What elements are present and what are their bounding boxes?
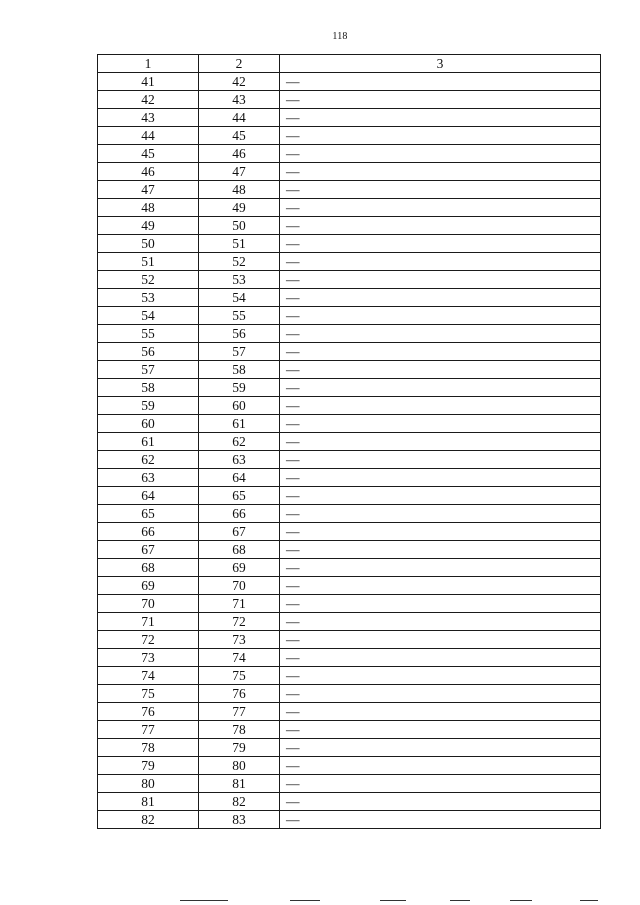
cell-col-2: 47 bbox=[199, 163, 280, 181]
cell-col-3: — bbox=[280, 127, 601, 145]
table-row bbox=[98, 181, 601, 199]
cell-col-2: 72 bbox=[199, 613, 280, 631]
cell-col-3: — bbox=[280, 253, 601, 271]
table-row bbox=[98, 397, 601, 415]
cell-col-3: — bbox=[280, 271, 601, 289]
cell-col-2: 68 bbox=[199, 541, 280, 559]
cell-col-3: — bbox=[280, 685, 601, 703]
cell-col-1: 42 bbox=[98, 91, 199, 109]
cell-col-1: 56 bbox=[98, 343, 199, 361]
cell-col-1: 54 bbox=[98, 307, 199, 325]
cell-col-1: 66 bbox=[98, 523, 199, 541]
cell-col-1: 63 bbox=[98, 469, 199, 487]
table-row bbox=[98, 289, 601, 307]
cell-col-1: 45 bbox=[98, 145, 199, 163]
cell-col-3: — bbox=[280, 109, 601, 127]
cell-col-1: 43 bbox=[98, 109, 199, 127]
table-row bbox=[98, 91, 601, 109]
cell-col-2: 82 bbox=[199, 793, 280, 811]
cell-col-3: — bbox=[280, 811, 601, 829]
table-row bbox=[98, 541, 601, 559]
cell-col-3: — bbox=[280, 505, 601, 523]
cell-col-3: — bbox=[280, 649, 601, 667]
cell-col-3: — bbox=[280, 667, 601, 685]
header-row bbox=[98, 55, 601, 73]
cell-col-3: — bbox=[280, 631, 601, 649]
cell-col-1: 47 bbox=[98, 181, 199, 199]
cell-col-3: — bbox=[280, 469, 601, 487]
cell-col-1: 55 bbox=[98, 325, 199, 343]
cell-col-1: 72 bbox=[98, 631, 199, 649]
cell-col-3: — bbox=[280, 379, 601, 397]
cell-col-3: — bbox=[280, 721, 601, 739]
table-row bbox=[98, 595, 601, 613]
table-row bbox=[98, 667, 601, 685]
data-table bbox=[97, 54, 601, 829]
table-row bbox=[98, 109, 601, 127]
table-body bbox=[98, 73, 601, 829]
table-row bbox=[98, 685, 601, 703]
cell-col-2: 60 bbox=[199, 397, 280, 415]
table-row bbox=[98, 451, 601, 469]
cell-col-3: — bbox=[280, 217, 601, 235]
cell-col-1: 80 bbox=[98, 775, 199, 793]
cell-col-3: — bbox=[280, 559, 601, 577]
cell-col-2: 55 bbox=[199, 307, 280, 325]
table-row bbox=[98, 631, 601, 649]
cell-col-1: 60 bbox=[98, 415, 199, 433]
cell-col-2: 45 bbox=[199, 127, 280, 145]
cell-col-2: 59 bbox=[199, 379, 280, 397]
cell-col-3: — bbox=[280, 613, 601, 631]
table-row bbox=[98, 235, 601, 253]
cell-col-1: 51 bbox=[98, 253, 199, 271]
table-row bbox=[98, 505, 601, 523]
cell-col-1: 78 bbox=[98, 739, 199, 757]
table-row bbox=[98, 199, 601, 217]
cell-col-1: 82 bbox=[98, 811, 199, 829]
table-row bbox=[98, 343, 601, 361]
cell-col-2: 70 bbox=[199, 577, 280, 595]
cell-col-1: 81 bbox=[98, 793, 199, 811]
cell-col-2: 65 bbox=[199, 487, 280, 505]
cell-col-3: — bbox=[280, 307, 601, 325]
column-header-2: 2 bbox=[199, 55, 280, 73]
cell-col-1: 79 bbox=[98, 757, 199, 775]
cell-col-2: 69 bbox=[199, 559, 280, 577]
table-row bbox=[98, 703, 601, 721]
cell-col-2: 53 bbox=[199, 271, 280, 289]
cell-col-3: — bbox=[280, 325, 601, 343]
cell-col-1: 73 bbox=[98, 649, 199, 667]
cell-col-3: — bbox=[280, 91, 601, 109]
cell-col-2: 79 bbox=[199, 739, 280, 757]
cell-col-2: 57 bbox=[199, 343, 280, 361]
cell-col-3: — bbox=[280, 199, 601, 217]
table-row bbox=[98, 577, 601, 595]
cell-col-2: 80 bbox=[199, 757, 280, 775]
cell-col-2: 77 bbox=[199, 703, 280, 721]
cell-col-2: 66 bbox=[199, 505, 280, 523]
cell-col-3: — bbox=[280, 361, 601, 379]
cell-col-1: 57 bbox=[98, 361, 199, 379]
table-row bbox=[98, 433, 601, 451]
cell-col-1: 41 bbox=[98, 73, 199, 91]
cell-col-3: — bbox=[280, 757, 601, 775]
cell-col-3: — bbox=[280, 433, 601, 451]
column-header-1: 1 bbox=[98, 55, 199, 73]
cell-col-1: 67 bbox=[98, 541, 199, 559]
table-row bbox=[98, 325, 601, 343]
cell-col-2: 43 bbox=[199, 91, 280, 109]
cell-col-2: 42 bbox=[199, 73, 280, 91]
table-row bbox=[98, 307, 601, 325]
cell-col-3: — bbox=[280, 595, 601, 613]
cell-col-1: 49 bbox=[98, 217, 199, 235]
cell-col-1: 74 bbox=[98, 667, 199, 685]
table-row bbox=[98, 163, 601, 181]
cell-col-1: 62 bbox=[98, 451, 199, 469]
table-row bbox=[98, 271, 601, 289]
cell-col-3: — bbox=[280, 145, 601, 163]
table-row bbox=[98, 253, 601, 271]
cell-col-2: 48 bbox=[199, 181, 280, 199]
table-row bbox=[98, 649, 601, 667]
table-row bbox=[98, 757, 601, 775]
table-row bbox=[98, 739, 601, 757]
cell-col-2: 63 bbox=[199, 451, 280, 469]
cell-col-3: — bbox=[280, 487, 601, 505]
table-row bbox=[98, 775, 601, 793]
cell-col-1: 76 bbox=[98, 703, 199, 721]
table-row bbox=[98, 523, 601, 541]
cell-col-2: 64 bbox=[199, 469, 280, 487]
table-row bbox=[98, 559, 601, 577]
cell-col-3: — bbox=[280, 73, 601, 91]
cell-col-3: — bbox=[280, 235, 601, 253]
table-row bbox=[98, 487, 601, 505]
cell-col-2: 44 bbox=[199, 109, 280, 127]
cell-col-2: 51 bbox=[199, 235, 280, 253]
cell-col-1: 59 bbox=[98, 397, 199, 415]
cell-col-1: 46 bbox=[98, 163, 199, 181]
cell-col-2: 73 bbox=[199, 631, 280, 649]
cell-col-1: 69 bbox=[98, 577, 199, 595]
cell-col-2: 81 bbox=[199, 775, 280, 793]
table-row bbox=[98, 811, 601, 829]
page-number: 118 bbox=[332, 31, 348, 42]
cell-col-1: 64 bbox=[98, 487, 199, 505]
cell-col-2: 50 bbox=[199, 217, 280, 235]
cell-col-2: 52 bbox=[199, 253, 280, 271]
cell-col-1: 70 bbox=[98, 595, 199, 613]
table-row bbox=[98, 469, 601, 487]
table-row bbox=[98, 73, 601, 91]
cell-col-2: 83 bbox=[199, 811, 280, 829]
cell-col-2: 62 bbox=[199, 433, 280, 451]
table-header bbox=[98, 55, 601, 73]
cell-col-2: 46 bbox=[199, 145, 280, 163]
table-row bbox=[98, 145, 601, 163]
table-row bbox=[98, 793, 601, 811]
cell-col-1: 75 bbox=[98, 685, 199, 703]
cell-col-3: — bbox=[280, 181, 601, 199]
cell-col-2: 61 bbox=[199, 415, 280, 433]
cell-col-1: 61 bbox=[98, 433, 199, 451]
cell-col-3: — bbox=[280, 793, 601, 811]
cell-col-3: — bbox=[280, 541, 601, 559]
table-row bbox=[98, 415, 601, 433]
table-row bbox=[98, 721, 601, 739]
cell-col-2: 49 bbox=[199, 199, 280, 217]
table-row bbox=[98, 361, 601, 379]
cell-col-2: 78 bbox=[199, 721, 280, 739]
table-row bbox=[98, 217, 601, 235]
cell-col-2: 76 bbox=[199, 685, 280, 703]
cell-col-2: 67 bbox=[199, 523, 280, 541]
cell-col-3: — bbox=[280, 343, 601, 361]
cell-col-2: 56 bbox=[199, 325, 280, 343]
cell-col-1: 53 bbox=[98, 289, 199, 307]
cell-col-1: 68 bbox=[98, 559, 199, 577]
cell-col-1: 50 bbox=[98, 235, 199, 253]
cell-col-1: 65 bbox=[98, 505, 199, 523]
cell-col-2: 75 bbox=[199, 667, 280, 685]
cell-col-2: 71 bbox=[199, 595, 280, 613]
cell-col-1: 52 bbox=[98, 271, 199, 289]
cell-col-1: 77 bbox=[98, 721, 199, 739]
cell-col-3: — bbox=[280, 739, 601, 757]
cell-col-2: 54 bbox=[199, 289, 280, 307]
cell-col-2: 74 bbox=[199, 649, 280, 667]
cell-col-3: — bbox=[280, 577, 601, 595]
cell-col-1: 44 bbox=[98, 127, 199, 145]
cell-col-1: 58 bbox=[98, 379, 199, 397]
table-row bbox=[98, 613, 601, 631]
cell-col-1: 48 bbox=[98, 199, 199, 217]
cell-col-3: — bbox=[280, 163, 601, 181]
table-row bbox=[98, 379, 601, 397]
scan-artifact-marks bbox=[180, 900, 640, 904]
table-row bbox=[98, 127, 601, 145]
column-header-3: 3 bbox=[280, 55, 601, 73]
cell-col-2: 58 bbox=[199, 361, 280, 379]
cell-col-3: — bbox=[280, 415, 601, 433]
cell-col-3: — bbox=[280, 397, 601, 415]
cell-col-3: — bbox=[280, 523, 601, 541]
cell-col-3: — bbox=[280, 451, 601, 469]
cell-col-3: — bbox=[280, 289, 601, 307]
cell-col-3: — bbox=[280, 775, 601, 793]
cell-col-3: — bbox=[280, 703, 601, 721]
cell-col-1: 71 bbox=[98, 613, 199, 631]
